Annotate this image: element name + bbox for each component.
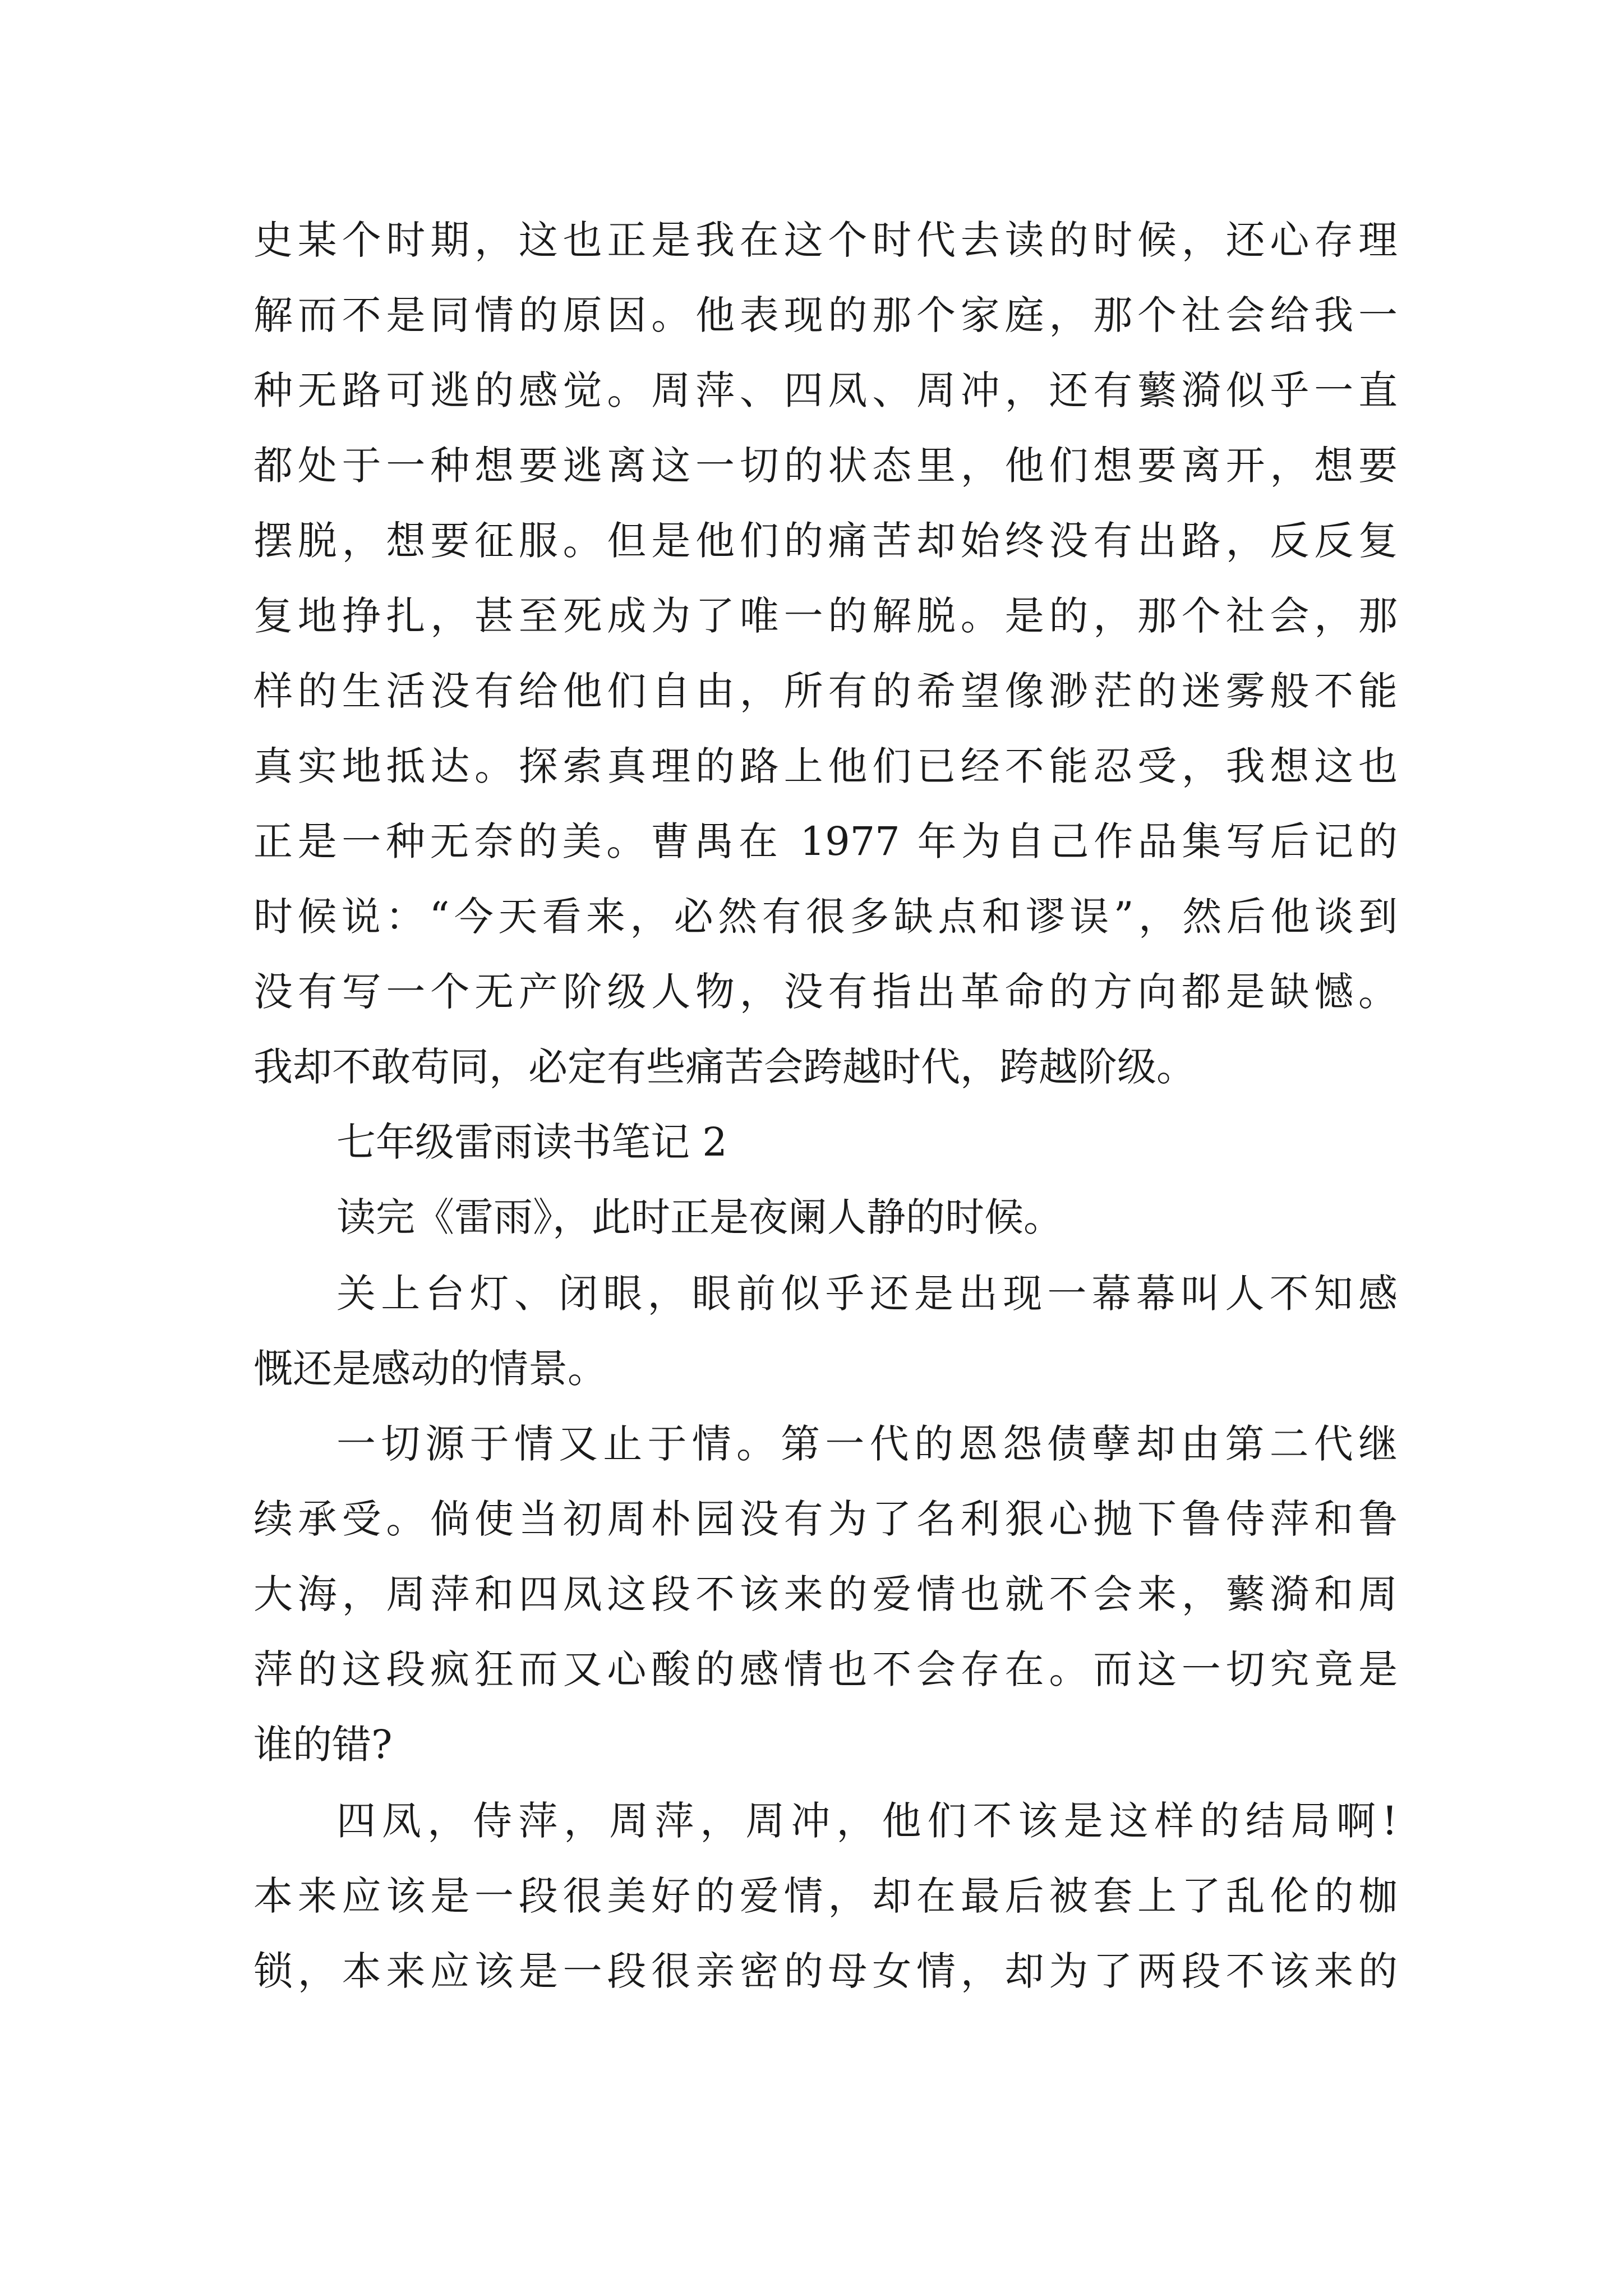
body-text-line: 史某个时期，这也正是我在这个时代去读的时候，还心存理 [253,217,1398,263]
body-text-line: 没有写一个无产阶级人物，没有指出革命的方向都是缺憾。 [253,969,1398,1015]
body-text-line: 关上台灯、闭眼，眼前似乎还是出现一幕幕叫人不知感 [336,1271,1398,1317]
body-text-line: 四凤，侍萍，周萍，周冲，他们不该是这样的结局啊! [336,1798,1398,1844]
body-text-line: 慨还是感动的情景。 [253,1346,607,1392]
body-text-line: 读完《雷雨》，此时正是夜阑人静的时候。 [336,1194,1063,1240]
body-text-line: 都处于一种想要逃离这一切的状态里，他们想要离开，想要 [253,443,1398,489]
body-text-line: 种无路可逃的感觉。周萍、四凤、周冲，还有蘩漪似乎一直 [253,367,1398,413]
body-text-line: 正是一种无奈的美。曹禺在 1977 年为自己作品集写后记的 [253,818,1398,864]
body-text-line: 本来应该是一段很美好的爱情，却在最后被套上了乱伦的枷 [253,1873,1398,1919]
body-text-line: 萍的这段疯狂而又心酸的感情也不会存在。而这一切究竟是 [253,1646,1398,1692]
body-text-line: 谁的错? [253,1722,393,1768]
body-text-line: 复地挣扎，甚至死成为了唯一的解脱。是的，那个社会，那 [253,593,1398,639]
body-text-line: 一切源于情又止于情。第一代的恩怨债孽却由第二代继 [336,1421,1398,1467]
body-text-line: 样的生活没有给他们自由，所有的希望像渺茫的迷雾般不能 [253,668,1398,714]
body-text-line: 时候说：“今天看来，必然有很多缺点和谬误”，然后他谈到 [253,894,1398,940]
body-text-line: 续承受。倘使当初周朴园没有为了名利狠心抛下鲁侍萍和鲁 [253,1496,1398,1542]
section-heading: 七年级雷雨读书笔记 2 [336,1119,727,1165]
body-text-line: 大海，周萍和四凤这段不该来的爱情也就不会来，蘩漪和周 [253,1571,1398,1617]
body-text-line: 我却不敢苟同，必定有些痛苦会跨越时代，跨越阶级。 [253,1044,1196,1090]
body-text-line: 摆脱，想要征服。但是他们的痛苦却始终没有出路，反反复 [253,518,1398,564]
body-text-line: 真实地抵达。探索真理的路上他们已经不能忍受，我想这也 [253,743,1398,789]
body-text-line: 锁，本来应该是一段很亲密的母女情，却为了两段不该来的 [253,1948,1398,1994]
body-text-line: 解而不是同情的原因。他表现的那个家庭，那个社会给我一 [253,292,1398,338]
